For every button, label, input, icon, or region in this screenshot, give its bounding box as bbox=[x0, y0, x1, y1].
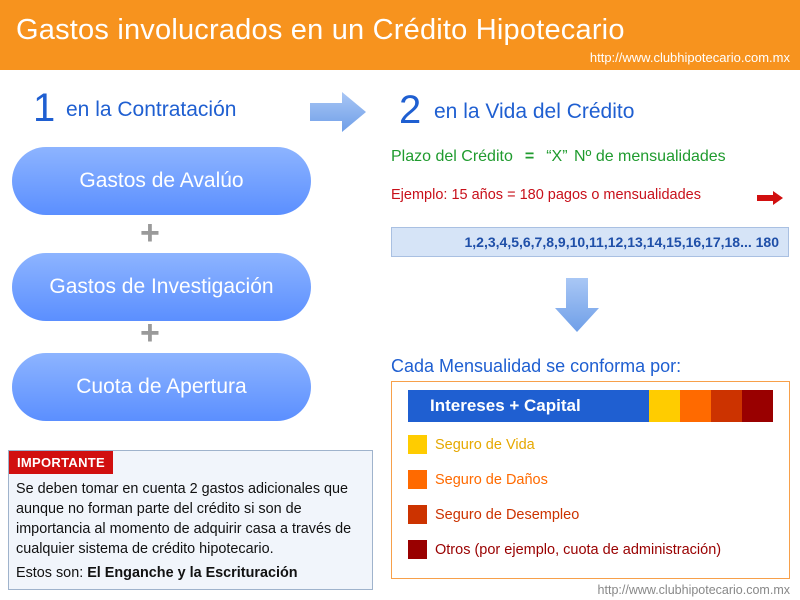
ejemplo-text: Ejemplo: 15 años = 180 pagos o mensualidades bbox=[391, 187, 701, 203]
down-arrow-icon bbox=[555, 278, 599, 332]
swatch-seguro-vida bbox=[408, 435, 427, 454]
mensualidad-legend-box bbox=[391, 381, 790, 579]
estos-prefix: Estos son: bbox=[16, 565, 84, 581]
bar-seguro-danos bbox=[680, 390, 711, 422]
step-1-label: en la Contratación bbox=[66, 98, 237, 121]
important-text: Se deben tomar en cuenta 2 gastos adicionales que aunque no forman parte del crédito si son de importancia al momento de adquirir casa a través de cualquier sistema de crédito hipotecario. bbox=[16, 481, 352, 557]
plazo-line bbox=[391, 148, 726, 166]
header-bar bbox=[0, 0, 800, 70]
legend-seguro-vida bbox=[408, 435, 535, 454]
mensualidad-bar bbox=[408, 390, 773, 422]
legend-label: Seguro de Vida bbox=[435, 436, 535, 453]
swatch-otros bbox=[408, 540, 427, 559]
estos-bold: El Enganche y la Escrituración bbox=[87, 565, 298, 581]
footer-url[interactable]: http://www.clubhipotecario.com.mx bbox=[597, 583, 790, 597]
legend-label: Otros (por ejemplo, cuota de administración) bbox=[435, 541, 722, 558]
legend-seguro-desempleo bbox=[408, 505, 579, 524]
important-box bbox=[8, 450, 373, 590]
pill-cuota-apertura: Cuota de Apertura bbox=[12, 353, 311, 421]
bar-intereses-capital: Intereses + Capital bbox=[408, 390, 649, 422]
plus-icon: + bbox=[140, 314, 160, 352]
bar-seguro-desempleo bbox=[711, 390, 742, 422]
important-tag: IMPORTANTE bbox=[9, 451, 113, 474]
step-2-label: en la Vida del Crédito bbox=[434, 100, 635, 123]
red-arrow-icon bbox=[757, 191, 783, 205]
bar-seguro-vida bbox=[649, 390, 680, 422]
header-url[interactable]: http://www.clubhipotecario.com.mx bbox=[589, 50, 790, 65]
legend-label: Seguro de Desempleo bbox=[435, 506, 580, 523]
legend-seguro-danos bbox=[408, 470, 548, 489]
plazo-x: “X” bbox=[546, 148, 568, 165]
right-arrow-icon bbox=[310, 92, 366, 132]
plus-icon: + bbox=[140, 214, 160, 252]
page-title: Gastos involucrados en un Crédito Hipotecario bbox=[16, 14, 625, 46]
bar-otros bbox=[742, 390, 773, 422]
swatch-seguro-danos bbox=[408, 470, 427, 489]
plazo-right: Nº de mensualidades bbox=[573, 148, 726, 165]
pill-gastos-avaluo: Gastos de Avalúo bbox=[12, 147, 311, 215]
swatch-seguro-desempleo bbox=[408, 505, 427, 524]
pill-gastos-investigacion: Gastos de Investigación bbox=[12, 253, 311, 321]
payment-sequence: 1,2,3,4,5,6,7,8,9,10,11,12,13,14,15,16,17,18... 180 bbox=[391, 227, 789, 257]
legend-label: Seguro de Daños bbox=[435, 471, 548, 488]
important-estos bbox=[16, 565, 298, 581]
legend-otros bbox=[408, 540, 721, 559]
plazo-equals: = bbox=[524, 148, 535, 165]
step-1-number: 1 bbox=[33, 86, 56, 130]
plazo-left: Plazo del Crédito bbox=[391, 148, 513, 165]
cada-mensualidad-heading: Cada Mensualidad se conforma por: bbox=[391, 356, 682, 376]
step-2-number: 2 bbox=[399, 88, 422, 132]
